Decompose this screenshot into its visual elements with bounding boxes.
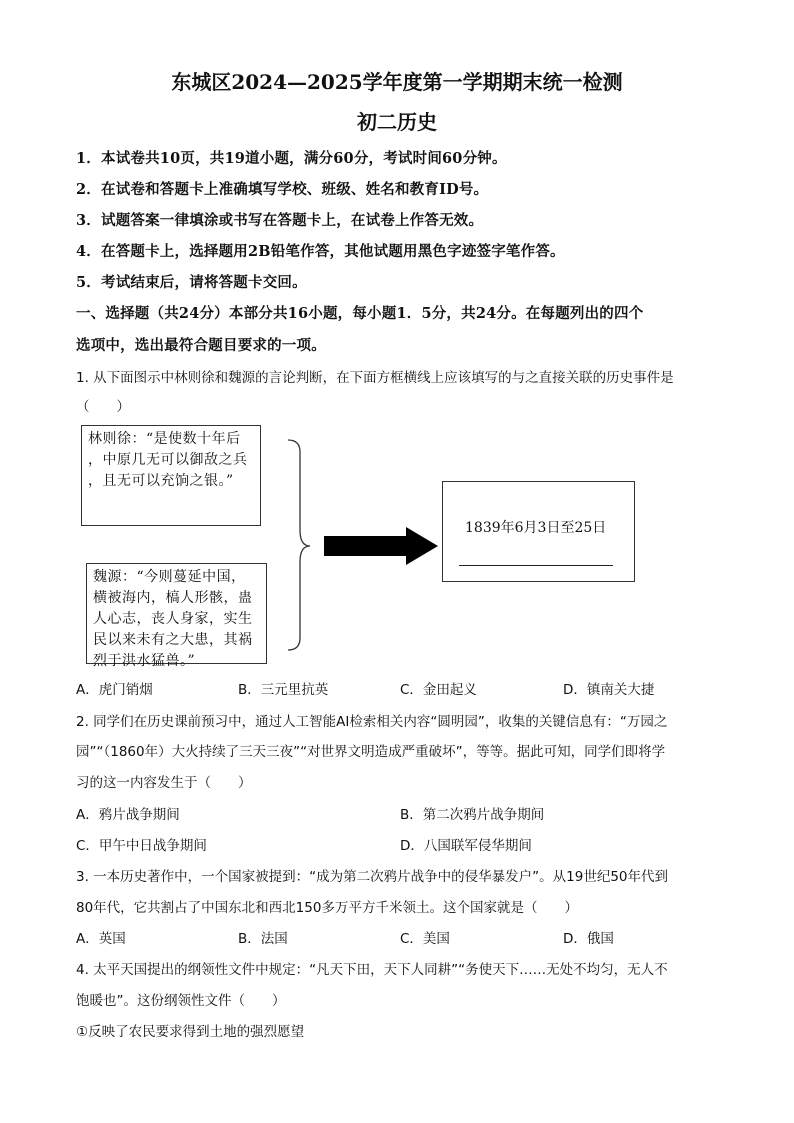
q1-option-d[interactable]: D．镇南关大捷 [563, 682, 655, 698]
q3-option-d[interactable]: D．俄国 [563, 931, 614, 947]
section-heading-line2: 选项中，选出最符合题目要求的一项。 [76, 337, 326, 354]
q2-option-d[interactable]: D．八国联军侵华期间 [400, 838, 532, 854]
q4-stem-line1: 4. 太平天国提出的纲领性文件中规定：“凡天下田，天下人同耕”“务使天下……无处不均匀，无人不 [76, 962, 668, 978]
note-4: 4．在答题卡上，选择题用2B铅笔作答，其他试题用黑色字迹签字笔作答。 [76, 243, 565, 260]
note-5: 5．考试结束后，请将答题卡交回。 [76, 274, 307, 291]
answer-blank-line [459, 565, 613, 566]
lin-zexu-quote-box: 林则徐：“是使数十年后 ，中原几无可以御敌之兵 ，且无可以充饷之银。” [81, 425, 261, 526]
q4-stem-line2: 饱暖也”。这份纲领性文件（ ） [76, 993, 286, 1009]
q4-statement-1: ①反映了农民要求得到土地的强烈愿望 [76, 1024, 305, 1040]
q2-option-c[interactable]: C．甲午中日战争期间 [76, 838, 207, 854]
q3-stem-line1: 3. 一本历史著作中，一个国家被提到：“成为第二次鸦片战争中的侵华暴发户”。从19世纪50年代到 [76, 869, 669, 885]
right-arrow-icon [324, 527, 438, 565]
q3-stem-line2: 80年代，它共割占了中国东北和西北150多万平方千米领土。这个国家就是（ ） [76, 900, 578, 916]
note-2: 2．在试卷和答题卡上准确填写学校、班级、姓名和教育ID号。 [76, 181, 489, 198]
section-heading-line1: 一、选择题（共24分）本部分共16小题，每小题1．5分，共24分。在每题列出的四个 [76, 305, 644, 322]
q3-option-c[interactable]: C．美国 [400, 931, 450, 947]
q2-stem-line1: 2. 同学们在历史课前预习中，通过人工智能AI检索相关内容“圆明园”，收集的关键信息有：“万园之 [76, 714, 668, 730]
q2-option-a[interactable]: A．鸦片战争期间 [76, 807, 180, 823]
note-3: 3．试题答案一律填涂或书写在答题卡上，在试卷上作答无效。 [76, 212, 484, 229]
q3-option-a[interactable]: A．英国 [76, 931, 126, 947]
q3-option-b[interactable]: B．法国 [238, 931, 288, 947]
q1-stem-line2: （ ） [76, 399, 130, 415]
brace-shape [288, 440, 310, 650]
brace-arrow-diagram [280, 430, 450, 660]
event-answer-box [442, 481, 635, 582]
event-date-text: 1839年6月3日至25日 [465, 520, 607, 536]
q1-option-b[interactable]: B．三元里抗英 [238, 682, 329, 698]
q2-stem-line2: 园”“（1860年）大火持续了三天三夜”“对世界文明造成严重破坏”，等等。据此可知，同学们即将学 [76, 744, 666, 760]
page-title: 东城区2024—2025学年度第一学期期末统一检测 [171, 70, 623, 94]
note-1: 1．本试卷共10页，共19道小题，满分60分，考试时间60分钟。 [76, 150, 507, 167]
q2-stem-line3: 习的这一内容发生于（ ） [76, 775, 252, 791]
wei-yuan-quote-box: 魏源：“今则蔓延中国， 横被海内，槁人形骸，蛊 人心志，丧人身家，实生 民以来未有之大患，其祸 烈于洪水猛兽。” [86, 563, 267, 664]
q1-option-c[interactable]: C．金田起义 [400, 682, 477, 698]
q1-stem-line1: 1. 从下面图示中林则徐和魏源的言论判断，在下面方框横线上应该填写的与之直接关联的历史事件是 [76, 370, 674, 386]
q1-option-a[interactable]: A．虎门销烟 [76, 682, 153, 698]
page-subtitle: 初二历史 [357, 110, 437, 134]
q2-option-b[interactable]: B．第二次鸦片战争期间 [400, 807, 545, 823]
